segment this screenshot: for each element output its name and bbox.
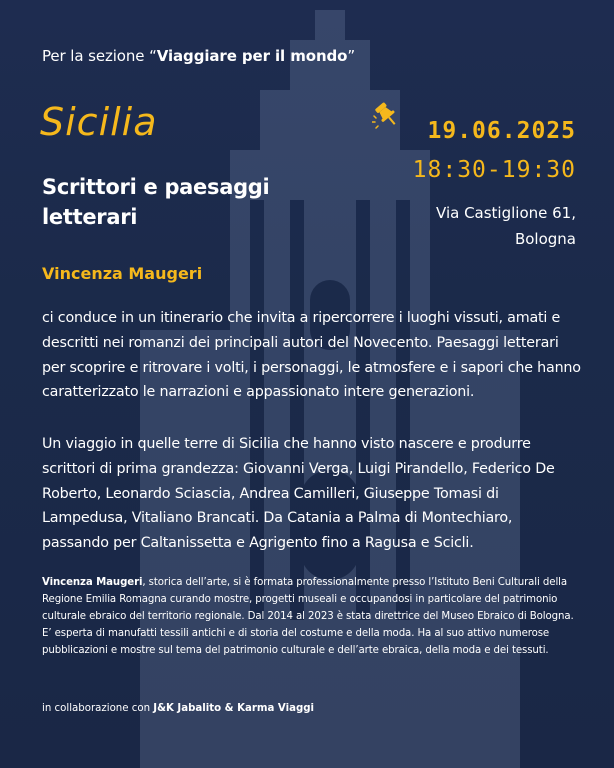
description-paragraph-2: Un viaggio in quelle terre di Sicilia che hanno visto nascere e produrre scrittori di prima grandezza: Giovanni Verga, Luigi Pirandello, Federico De Roberto, Leonardo Sciascia, Andrea Camilleri, Giuseppe Tomasi di Lampedusa, Vitaliano Brancati. Da Catania a Palma di Montechiaro, passando per Caltanissetta e Agrigento fino a Ragusa e Scicli.: [42, 436, 555, 552]
address-line-city: Bologna: [514, 230, 576, 248]
bio-name: Vincenza Maugeri: [42, 577, 143, 588]
address-line-street: Via Castiglione 61,: [436, 204, 576, 222]
event-address: [436, 200, 576, 252]
event-title: Sicilia: [40, 100, 158, 144]
collaboration-prefix: in collaborazione con: [42, 703, 154, 714]
event-time: 18:30-19:30: [412, 157, 576, 183]
section-header-prefix: Per la sezione “: [42, 47, 157, 65]
pushpin-icon: [372, 100, 402, 130]
collaboration-credit: [42, 703, 314, 714]
section-header: [42, 47, 355, 65]
speaker-name: Vincenza Maugeri: [42, 264, 203, 283]
description-paragraph-1: ci conduce in un itinerario che invita a ripercorrere i luoghi vissuti, amati e descritti nei romanzi dei principali autori del Novecento. Paesaggi letterari per scoprire e ritrovare i volti, i personaggi, le atmosfere e i sapori che hanno caratterizzato le narrazioni e appassionato intere generazioni.: [42, 310, 581, 401]
collaboration-partners: J&K Jabalito & Karma Viaggi: [153, 703, 315, 714]
event-subtitle: Scrittori e paesaggi letterari: [42, 175, 270, 229]
speaker-bio: [42, 574, 582, 659]
bio-text: , storica dell’arte, si è formata professionalmente presso l’Istituto Beni Culturali della Regione Emilia Romagna curando mostre, progetti museali e occupandosi in particolare del patrimonio culturale ebraico del territorio regionale. Dal 2014 al 2023 è stata direttrice del Museo Ebraico di Bologna. E’ esperta di manufatti tessili antichi e di storia del costume e della moda. Ha al suo attivo numerose pubblicazioni e mostre sul tema del patrimonio culturale e dell’arte ebraica, della moda e dei tessuti.: [42, 577, 574, 656]
section-header-suffix: ”: [347, 47, 356, 65]
section-name: Viaggiare per il mondo: [156, 47, 348, 65]
event-date: 19.06.2025: [427, 118, 576, 144]
